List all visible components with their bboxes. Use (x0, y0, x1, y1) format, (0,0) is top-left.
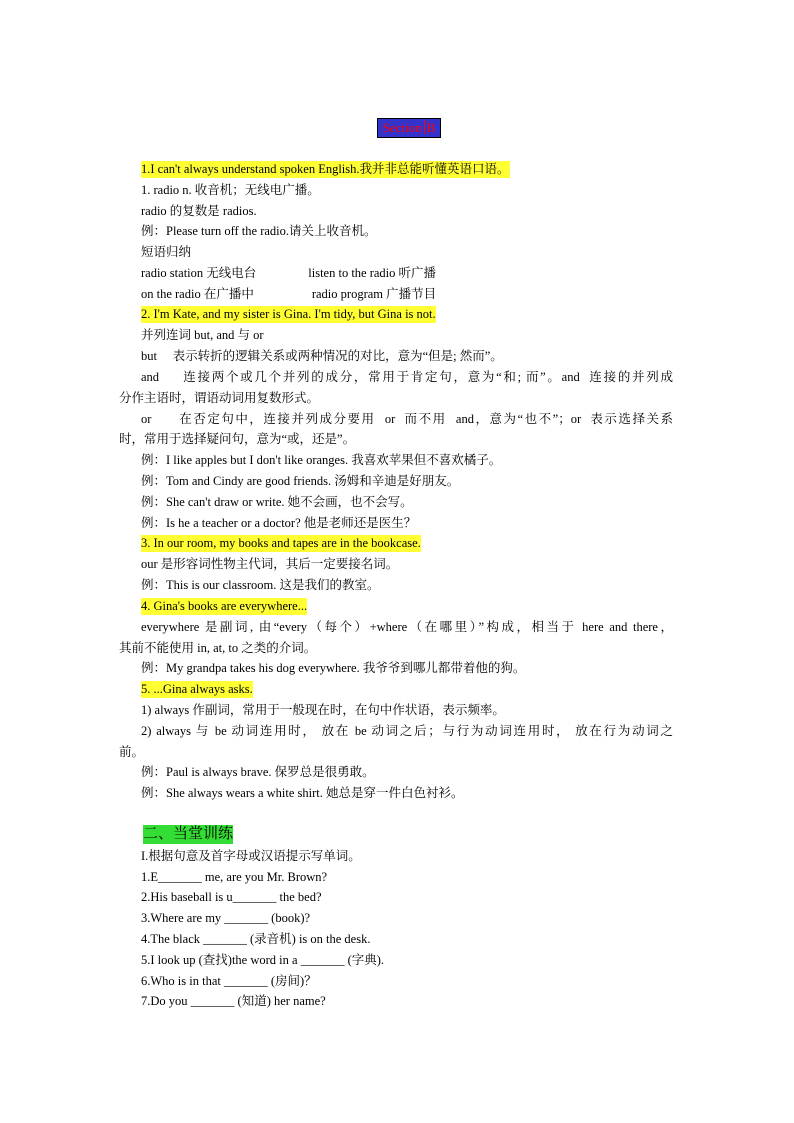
phrase: on the radio 在广播中 (141, 287, 254, 301)
example: 例：She can't draw or write. 她不会画，也不会写。 (141, 495, 413, 509)
heading-3: 3. In our room, my books and tapes are in the bookcase. (141, 536, 421, 550)
text-line: 短语归纳 (141, 245, 192, 259)
text-line: 前。 (119, 745, 145, 759)
exercise-item: 1.E_______ me, are you Mr. Brown? (141, 870, 328, 884)
section-title (377, 118, 441, 138)
example: 例：Is he a teacher or a doctor? 他是老师还是医生？ (141, 516, 417, 530)
example: 例：My grandpa takes his dog everywhere. 我爷爷到哪儿都带着他的狗。 (141, 661, 526, 675)
phrase-row (141, 265, 436, 282)
heading-1: 1.I can't always understand spoken English.我并非总能听懂英语口语。 (141, 162, 510, 176)
example: 例：She always wears a white shirt. 她总是穿一件白色衬衫。 (141, 786, 464, 800)
text-line: or 在否定句中，连接并列成分要用 or 而不用 and，意为“也不”；or 表示选择关系 (141, 412, 673, 426)
heading-5: 5. ...Gina always asks. (141, 682, 253, 696)
text-cursor (424, 120, 425, 134)
exercise-item: 6.Who is in that _______ (房间)？ (141, 974, 317, 988)
text-line: our 是形容词性物主代词，其后一定要接名词。 (141, 557, 399, 571)
text-line: everywhere 是副词, 由“every（每个）+where（在哪里）”构成，相当于 here and there， (141, 620, 673, 634)
heading-2: 2. I'm Kate, and my sister is Gina. I'm tidy, but Gina is not. (141, 307, 436, 321)
text-line: radio 的复数是 radios. (141, 204, 257, 218)
phrase: radio program 广播节目 (311, 287, 437, 301)
text-line: and 连接两个或几个并列的成分，常用于肯定句，意为“和; 而”。and 连接的并列成 (141, 370, 673, 384)
text-line: 1) always 作副词，常用于一般现在时，在句中作状语，表示频率。 (141, 703, 505, 717)
example: 例：Tom and Cindy are good friends. 汤姆和辛迪是好朋友。 (141, 474, 460, 488)
example: 例：Paul is always brave. 保罗总是很勇敢。 (141, 765, 375, 779)
text-line: 时，常用于选择疑问句，意为“或，还是”。 (119, 432, 356, 446)
example: 例：This is our classroom. 这是我们的教室。 (141, 578, 380, 592)
text-line: 例：Please turn off the radio.请关上收音机。 (141, 224, 377, 238)
phrase: radio station 无线电台 (141, 266, 257, 280)
practice-heading: 二、当堂训练 (143, 826, 234, 842)
exercise-item: 7.Do you _______ (知道) her name? (141, 994, 326, 1008)
text-line: 分作主语时，谓语动词用复数形式。 (119, 391, 320, 405)
text-line: 并列连词 but, and 与 or (141, 328, 264, 342)
exercise-item: 4.The black _______ (录音机) is on the desk. (141, 932, 371, 946)
exercise-item: 3.Where are my _______ (book)? (141, 911, 311, 925)
heading-4: 4. Gina's books are everywhere... (141, 599, 308, 613)
section-title-text: Section (382, 120, 422, 135)
text-line: but 表示转折的逻辑关系或两种情况的对比，意为“但是; 然而”。 (141, 349, 503, 363)
exercise-item: 2.His baseball is u_______ the bed? (141, 890, 322, 904)
text-line: 其前不能使用 in, at, to 之类的介词。 (119, 641, 317, 655)
exercise-item: 5.I look up (查找)the word in a _______ (字典). (141, 953, 385, 967)
example: 例：I like apples but I don't like oranges. 我喜欢苹果但不喜欢橘子。 (141, 453, 502, 467)
text-line: 2) always 与 be 动词连用时， 放在 be 动词之后；与行为动词连用时， 放在行为动词之 (141, 724, 673, 738)
text-line: 1. radio n. 收音机；无线电广播。 (141, 183, 320, 197)
section-title-letter: B (426, 120, 436, 135)
phrase-row (141, 286, 436, 303)
phrase: listen to the radio 听广播 (308, 266, 437, 280)
practice-intro: I.根据句意及首字母或汉语提示写单词。 (141, 849, 361, 863)
